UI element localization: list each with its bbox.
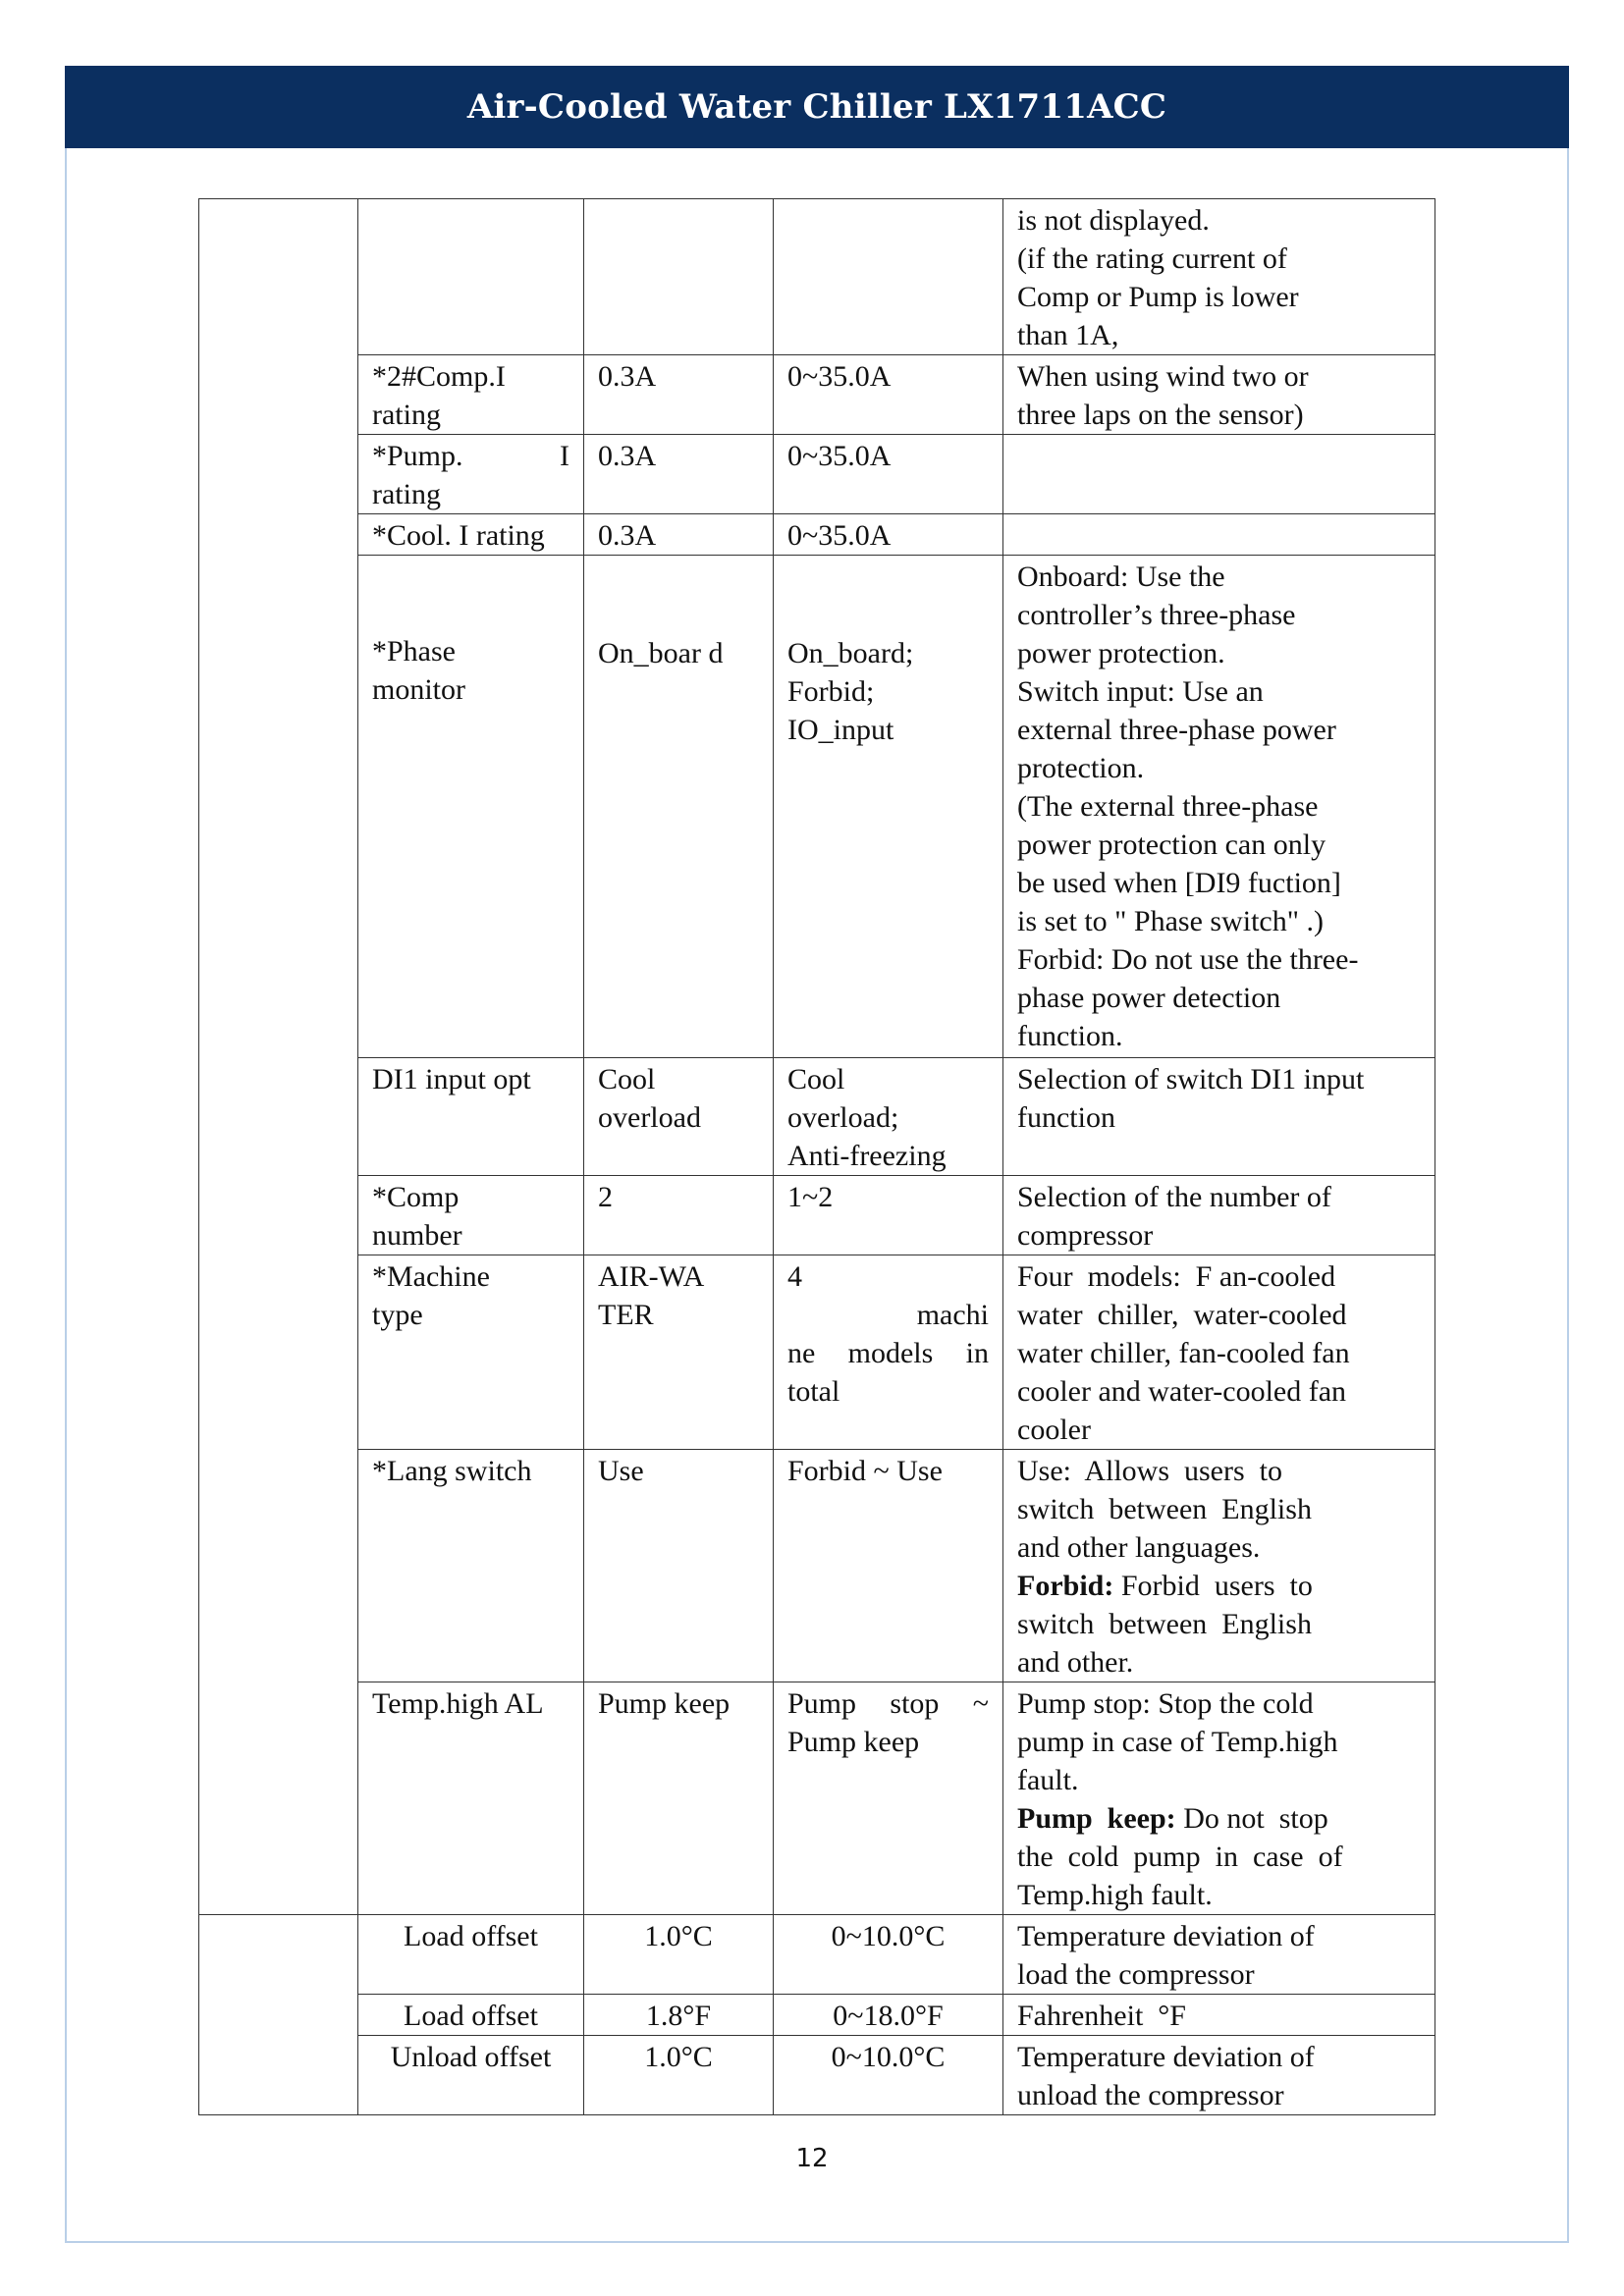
param-range: Cool overload; Anti-freezing: [774, 1058, 1003, 1176]
table-row: [199, 2036, 1435, 2115]
param-name: Unload offset: [358, 2036, 584, 2115]
param-description: is not displayed. (if the rating current of Comp or Pump is lower than 1A,: [1003, 199, 1435, 355]
param-description: Temperature deviation of unload the compressor: [1003, 2036, 1435, 2115]
param-default: Cool overload: [584, 1058, 774, 1176]
param-default: 1.8°F: [584, 1995, 774, 2036]
table-row: [199, 1176, 1435, 1255]
param-range: [774, 199, 1003, 355]
param-default: On_boar d: [584, 556, 774, 1058]
table-row: [199, 199, 1435, 355]
param-default: AIR-WA TER: [584, 1255, 774, 1450]
param-default: Pump keep: [584, 1682, 774, 1915]
param-range: 0~18.0°F: [774, 1995, 1003, 2036]
param-name: DI1 input opt: [358, 1058, 584, 1176]
table-row: [199, 1450, 1435, 1682]
table-row: [199, 1255, 1435, 1450]
param-name: Temp.high AL: [358, 1682, 584, 1915]
param-range: Pump stop ~ Pump keep: [774, 1682, 1003, 1915]
param-range: 0~10.0°C: [774, 2036, 1003, 2115]
param-range: 1~2: [774, 1176, 1003, 1255]
param-description: Use: Allows users to switch between English and other languages. Forbid: Forbid users to switch between English and other.: [1003, 1450, 1435, 1682]
param-range: 0~35.0A: [774, 514, 1003, 556]
param-description: Four models: F an-cooled water chiller, water-cooled water chiller, fan-cooled fan cooler and water-cooled fan cooler: [1003, 1255, 1435, 1450]
param-name: *2#Comp.I rating: [358, 355, 584, 435]
param-default: 0.3A: [584, 355, 774, 435]
param-name: Load offset: [358, 1915, 584, 1995]
page-header: [65, 66, 1569, 148]
param-description: Fahrenheit °F: [1003, 1995, 1435, 2036]
param-description: When using wind two or three laps on the sensor): [1003, 355, 1435, 435]
document-title: Air-Cooled Water Chiller LX1711ACC: [466, 87, 1167, 127]
table-row: [199, 556, 1435, 1058]
param-default: 0.3A: [584, 435, 774, 514]
table-row: [199, 1915, 1435, 1995]
table-row: [199, 1995, 1435, 2036]
parameter-table: [198, 198, 1435, 2115]
param-description: [1003, 435, 1435, 514]
param-default: 1.0°C: [584, 1915, 774, 1995]
param-default: [584, 199, 774, 355]
param-name: *Lang switch: [358, 1450, 584, 1682]
param-default: 1.0°C: [584, 2036, 774, 2115]
param-range: 0~35.0A: [774, 435, 1003, 514]
param-description: [1003, 514, 1435, 556]
param-name: *Comp number: [358, 1176, 584, 1255]
param-description: Selection of switch DI1 input function: [1003, 1058, 1435, 1176]
param-name: Load offset: [358, 1995, 584, 2036]
param-name: *Pump. I rating: [358, 435, 584, 514]
category-cell: [199, 199, 358, 1915]
table-row: [199, 355, 1435, 435]
table-row: [199, 435, 1435, 514]
table-row: [199, 514, 1435, 556]
page-number: 12: [795, 2144, 829, 2173]
param-name: *Cool. I rating: [358, 514, 584, 556]
param-name: *Phase monitor: [358, 556, 584, 1058]
param-description: Selection of the number of compressor: [1003, 1176, 1435, 1255]
table-row: [199, 1058, 1435, 1176]
param-range: 0~10.0°C: [774, 1915, 1003, 1995]
param-description: Pump stop: Stop the cold pump in case of Temp.high fault. Pump keep: Do not stop the cold pump in case of Temp.high fault.: [1003, 1682, 1435, 1915]
param-name: [358, 199, 584, 355]
param-range: 0~35.0A: [774, 355, 1003, 435]
table-row: [199, 1682, 1435, 1915]
param-default: 2: [584, 1176, 774, 1255]
param-description: Temperature deviation of load the compressor: [1003, 1915, 1435, 1995]
param-name: *Machine type: [358, 1255, 584, 1450]
param-range: Forbid ~ Use: [774, 1450, 1003, 1682]
param-range: On_board; Forbid; IO_input: [774, 556, 1003, 1058]
param-description: Onboard: Use the controller’s three-phase power protection. Switch input: Use an external three-phase power protection. (The external three-phase power protection can only be used when [DI9 fuction] is set to " Phase switch" .) Forbid: Do not use the three- phase power detection function.: [1003, 556, 1435, 1058]
category-cell: [199, 1915, 358, 2115]
param-default: 0.3A: [584, 514, 774, 556]
param-default: Use: [584, 1450, 774, 1682]
param-range: 4 machi ne models in total: [774, 1255, 1003, 1450]
